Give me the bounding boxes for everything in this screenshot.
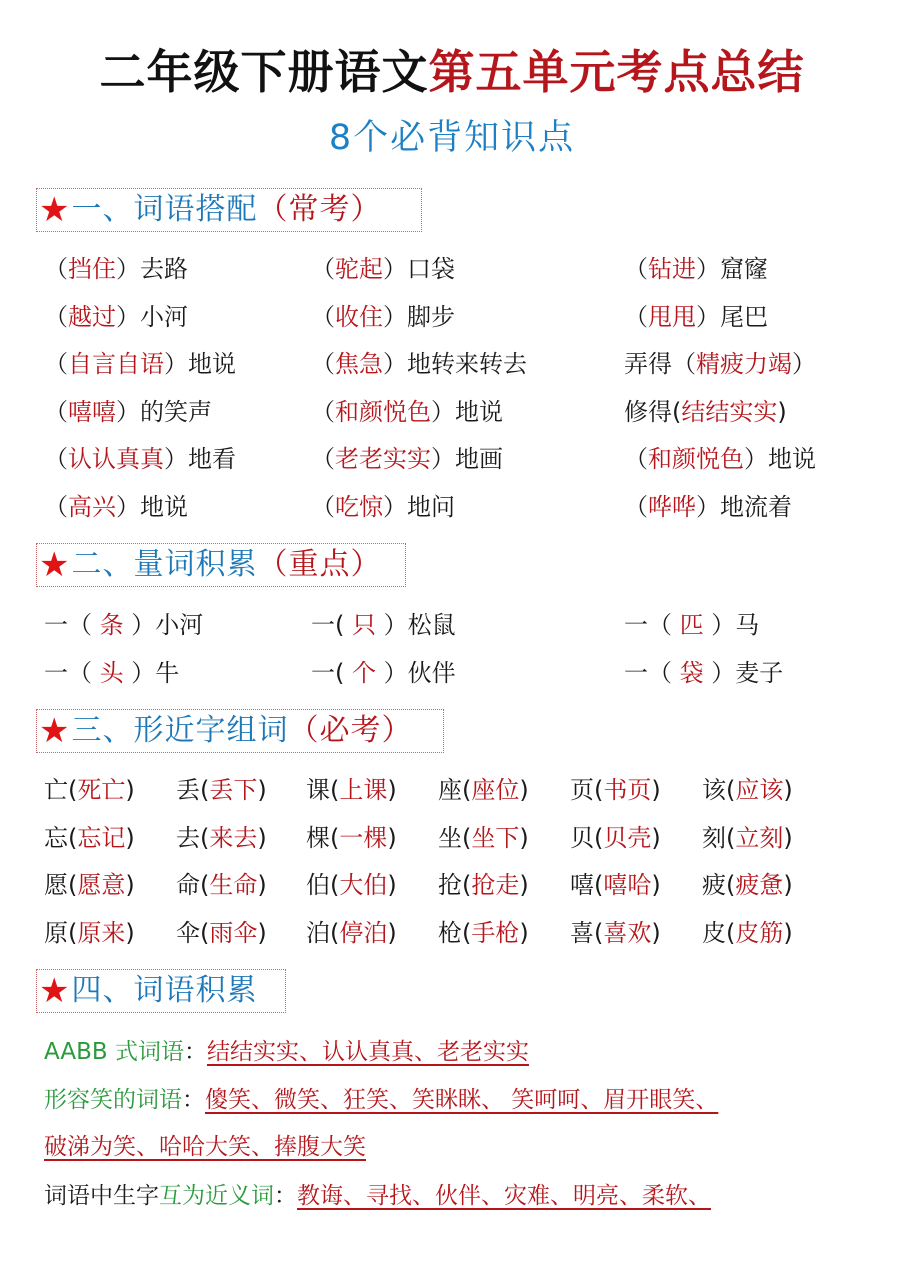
compound-word: 疲惫 (735, 871, 784, 900)
base-char: 命 (176, 871, 200, 900)
similar-item (176, 910, 306, 958)
close-paren: ) (257, 918, 267, 947)
item-suffix: ）地流着 (696, 492, 792, 521)
item-answer: 袋 (679, 658, 704, 687)
item-suffix: ）窟窿 (696, 255, 768, 283)
open-paren: ( (462, 823, 472, 852)
compound-word: 手枪 (471, 918, 520, 947)
similar-item (570, 815, 702, 863)
close-paren: ) (519, 823, 529, 852)
similar-item (438, 767, 570, 815)
item-prefix: 一（ (44, 611, 100, 639)
open-paren: ( (68, 776, 78, 804)
base-char: 忘 (44, 823, 68, 852)
item-answer: 个 (352, 658, 376, 687)
item-suffix: ）尾巴 (696, 302, 768, 331)
compound-word: 坐下 (471, 823, 520, 852)
base-char: 嘻 (570, 871, 594, 900)
item-suffix: ） (792, 350, 816, 379)
item-suffix: ）地说 (116, 492, 188, 521)
close-paren: ) (125, 776, 135, 804)
base-char: 抢 (438, 871, 462, 900)
measure-item (311, 602, 624, 650)
measure-word-grid (44, 602, 884, 697)
item-suffix: ）口袋 (383, 255, 455, 283)
item-prefix: （ (44, 492, 68, 521)
aabb-label: AABB 式词语 (44, 1039, 184, 1065)
base-char: 去 (176, 823, 200, 852)
synonym-words: 教诲、寻找、伙伴、灾难、明亮、柔软、 (297, 1183, 711, 1209)
compound-word: 停泊 (339, 918, 388, 947)
compound-word: 嘻哈 (603, 871, 652, 900)
compound-word: 大伯 (339, 871, 388, 900)
item-prefix: （ (44, 302, 68, 331)
collocation-item (311, 389, 624, 437)
similar-item (176, 815, 306, 863)
collocation-row (44, 341, 884, 389)
section-title: 一、词语搭配 (71, 192, 258, 227)
collocation-item (624, 436, 884, 484)
open-paren: ( (200, 918, 210, 947)
compound-word: 丢下 (209, 776, 258, 804)
open-paren: ( (726, 918, 736, 947)
item-answer: 吃惊 (335, 492, 383, 521)
base-char: 页 (570, 776, 594, 804)
laugh-label: 形容笑的词语 (44, 1087, 182, 1113)
colon: ： (183, 1039, 207, 1065)
similar-item (702, 767, 834, 815)
laugh-line-1 (44, 1080, 718, 1120)
collocation-item (624, 294, 884, 342)
item-prefix: （ (44, 445, 68, 474)
open-paren: ( (594, 918, 604, 947)
close-paren: ) (125, 871, 135, 900)
title-part-2: 第五单元考点总结 (428, 45, 805, 99)
star-icon: ★ (39, 711, 70, 751)
item-answer: 挡住 (68, 255, 116, 283)
open-paren: ( (200, 823, 210, 852)
measure-row (44, 650, 884, 698)
collocation-item (311, 246, 624, 294)
item-suffix: ）地画 (431, 445, 503, 474)
item-suffix: ）麦子 (703, 658, 784, 687)
item-answer: 驼起 (335, 255, 383, 283)
similar-item (176, 862, 306, 910)
compound-word: 原来 (77, 918, 126, 947)
measure-item (311, 650, 624, 698)
close-paren: ) (125, 823, 135, 852)
base-char: 亡 (44, 776, 68, 804)
compound-word: 上课 (339, 776, 388, 804)
item-answer: 认认真真 (68, 445, 164, 474)
close-paren: ) (783, 918, 793, 947)
measure-item (624, 602, 884, 650)
compound-word: 愿意 (77, 871, 126, 900)
open-paren: ( (462, 918, 472, 947)
item-prefix: 一( (311, 611, 352, 639)
laugh-words-2: 破涕为笑、哈哈大笑、捧腹大笑 (44, 1134, 366, 1160)
item-answer: 高兴 (68, 492, 116, 521)
collocation-row (44, 246, 884, 294)
item-answer: 哗哗 (648, 492, 696, 521)
compound-word: 抢走 (471, 871, 520, 900)
base-char: 枪 (438, 918, 462, 947)
base-char: 贝 (570, 823, 594, 852)
collocation-item (624, 389, 884, 437)
open-paren: ( (68, 918, 78, 947)
similar-item (176, 767, 306, 815)
section-header-4 (36, 969, 286, 1013)
section-note: （重点） (257, 547, 382, 582)
item-answer: 只 (352, 611, 376, 639)
close-paren: ) (387, 823, 397, 852)
collocation-item (311, 436, 624, 484)
open-paren: ( (594, 823, 604, 852)
item-answer: 甩甩 (648, 302, 696, 331)
item-answer: 头 (99, 658, 124, 687)
base-char: 该 (702, 776, 726, 804)
section-header-2 (36, 543, 406, 587)
similar-item (570, 767, 702, 815)
collocation-row (44, 436, 884, 484)
similar-item (570, 910, 702, 958)
compound-word: 皮筋 (735, 918, 784, 947)
close-paren: ) (783, 776, 793, 804)
base-char: 喜 (570, 918, 594, 947)
measure-item (44, 602, 311, 650)
close-paren: ) (519, 871, 529, 900)
open-paren: ( (330, 823, 340, 852)
open-paren: ( (462, 776, 472, 804)
collocation-item (311, 341, 624, 389)
collocation-row (44, 294, 884, 342)
item-answer: 焦急 (335, 350, 383, 379)
collocation-item (311, 294, 624, 342)
star-icon: ★ (39, 545, 70, 585)
item-prefix: 一( (311, 658, 352, 687)
compound-word: 来去 (209, 823, 258, 852)
base-char: 棵 (306, 823, 330, 852)
item-prefix: （ (311, 397, 335, 426)
item-prefix: 一（ (624, 658, 680, 687)
collocation-item (44, 341, 311, 389)
page-subtitle: 8个必背知识点 (328, 118, 576, 158)
collocation-item (624, 484, 884, 532)
compound-word: 座位 (471, 776, 520, 804)
collocation-item (311, 484, 624, 532)
collocation-item (624, 341, 884, 389)
compound-word: 喜欢 (603, 918, 652, 947)
star-icon: ★ (39, 971, 70, 1011)
compound-word: 书页 (603, 776, 652, 804)
collocation-item (44, 246, 311, 294)
laugh-line-2 (44, 1127, 366, 1167)
close-paren: ) (257, 776, 267, 804)
item-answer: 越过 (68, 302, 116, 331)
item-answer: 老老实实 (335, 445, 431, 474)
similar-item (44, 767, 176, 815)
item-prefix: （ (311, 350, 335, 379)
open-paren: ( (726, 823, 736, 852)
similar-row (44, 910, 834, 958)
open-paren: ( (68, 823, 78, 852)
item-prefix: （ (624, 492, 648, 521)
close-paren: ) (651, 823, 661, 852)
section-header-3 (36, 709, 444, 753)
close-paren: ) (519, 918, 529, 947)
page-title (0, 42, 904, 102)
base-char: 疲 (702, 871, 726, 900)
similar-item (702, 815, 834, 863)
base-char: 泊 (306, 918, 330, 947)
base-char: 刻 (702, 823, 726, 852)
base-char: 课 (306, 776, 330, 804)
collocation-row (44, 484, 884, 532)
item-answer: 和颜悦色 (335, 397, 431, 426)
collocation-item (624, 246, 884, 294)
base-char: 愿 (44, 871, 68, 900)
item-answer: 钻进 (648, 255, 696, 283)
open-paren: ( (200, 776, 210, 804)
item-prefix: 弄得（ (624, 350, 696, 379)
collocation-grid (44, 246, 884, 532)
close-paren: ) (519, 776, 529, 804)
close-paren: ) (387, 918, 397, 947)
compound-word: 雨伞 (209, 918, 258, 947)
item-suffix: ）地问 (383, 492, 455, 521)
colon: ： (182, 1087, 205, 1113)
section-title: 二、量词积累 (71, 547, 258, 582)
colon: ： (274, 1183, 297, 1209)
synonym-label-green: 互为近义词 (159, 1183, 274, 1209)
similar-item (44, 815, 176, 863)
item-prefix: （ (624, 445, 648, 474)
similar-item (306, 862, 438, 910)
compound-word: 贝壳 (603, 823, 652, 852)
item-prefix: （ (624, 255, 648, 283)
section-note: （常考） (257, 192, 382, 227)
measure-row (44, 602, 884, 650)
item-answer: 精疲力竭 (696, 350, 792, 379)
similar-item (438, 815, 570, 863)
item-prefix: 修得( (624, 397, 682, 426)
open-paren: ( (462, 871, 472, 900)
similar-item (306, 815, 438, 863)
item-suffix: ）脚步 (383, 302, 455, 331)
item-prefix: （ (311, 445, 335, 474)
similar-item (702, 910, 834, 958)
aabb-line (44, 1032, 529, 1072)
similar-item (44, 910, 176, 958)
item-prefix: 一（ (44, 658, 100, 687)
aabb-words: 结结实实、认认真真、老老实实 (206, 1039, 529, 1065)
section-title: 三、形近字组词 (71, 713, 289, 748)
item-suffix: ）地转来转去 (383, 350, 527, 379)
item-prefix: 一（ (624, 611, 680, 639)
item-suffix: ）马 (703, 611, 760, 639)
collocation-item (44, 436, 311, 484)
compound-word: 生命 (209, 871, 258, 900)
close-paren: ) (783, 823, 793, 852)
open-paren: ( (330, 776, 340, 804)
open-paren: ( (594, 871, 604, 900)
close-paren: ) (257, 871, 267, 900)
similar-row (44, 815, 834, 863)
base-char: 伯 (306, 871, 330, 900)
similar-item (438, 910, 570, 958)
similar-row (44, 767, 834, 815)
collocation-item (44, 389, 311, 437)
title-part-1: 二年级下册语文 (99, 45, 429, 99)
item-suffix: ）松鼠 (376, 611, 456, 639)
close-paren: ) (387, 871, 397, 900)
open-paren: ( (330, 871, 340, 900)
close-paren: ) (651, 871, 661, 900)
measure-item (624, 650, 884, 698)
item-prefix: （ (311, 255, 335, 283)
compound-word: 死亡 (77, 776, 126, 804)
item-prefix: （ (311, 492, 335, 521)
item-prefix: （ (44, 255, 68, 283)
similar-item (570, 862, 702, 910)
compound-word: 应该 (735, 776, 784, 804)
similar-item (702, 862, 834, 910)
base-char: 丢 (176, 776, 200, 804)
base-char: 原 (44, 918, 68, 947)
section-header-1 (36, 188, 422, 232)
item-suffix: ）地说 (164, 350, 236, 379)
item-suffix: ）小河 (123, 611, 204, 639)
similar-item (306, 767, 438, 815)
item-answer: 结结实实 (681, 397, 778, 426)
open-paren: ( (200, 871, 210, 900)
close-paren: ) (257, 823, 267, 852)
close-paren: ) (125, 918, 135, 947)
collocation-row (44, 389, 884, 437)
compound-word: 忘记 (77, 823, 126, 852)
item-suffix: ）牛 (123, 658, 180, 687)
close-paren: ) (387, 776, 397, 804)
item-answer: 和颜悦色 (648, 445, 744, 474)
measure-item (44, 650, 311, 698)
compound-word: 立刻 (735, 823, 784, 852)
open-paren: ( (594, 776, 604, 804)
similar-item (306, 910, 438, 958)
open-paren: ( (68, 871, 78, 900)
item-suffix: ）的笑声 (116, 397, 212, 426)
item-suffix: ）伙伴 (376, 658, 456, 687)
item-suffix: ）地说 (744, 445, 816, 474)
compound-word: 一棵 (339, 823, 388, 852)
open-paren: ( (726, 871, 736, 900)
item-answer: 嘻嘻 (68, 397, 116, 426)
base-char: 座 (438, 776, 462, 804)
similar-item (438, 862, 570, 910)
close-paren: ) (651, 776, 661, 804)
synonym-label-black: 词语中生字 (44, 1183, 159, 1209)
item-answer: 条 (99, 611, 124, 639)
similar-char-grid (44, 767, 834, 957)
item-suffix: ）小河 (116, 302, 188, 331)
similar-item (44, 862, 176, 910)
section-note: （必考） (288, 713, 413, 748)
item-suffix: ) (777, 397, 787, 426)
base-char: 伞 (176, 918, 200, 947)
star-icon: ★ (39, 190, 70, 230)
close-paren: ) (783, 871, 793, 900)
open-paren: ( (726, 776, 736, 804)
base-char: 皮 (702, 918, 726, 947)
section-title: 四、词语积累 (71, 973, 258, 1008)
item-suffix: ）去路 (116, 255, 188, 283)
item-prefix: （ (624, 302, 648, 331)
item-answer: 收住 (335, 302, 383, 331)
item-suffix: ）地看 (164, 445, 236, 474)
item-answer: 匹 (679, 611, 704, 639)
item-prefix: （ (311, 302, 335, 331)
base-char: 坐 (438, 823, 462, 852)
item-answer: 自言自语 (68, 350, 164, 379)
laugh-words-1: 傻笑、微笑、狂笑、笑眯眯、 笑呵呵、眉开眼笑、 (205, 1087, 719, 1113)
item-prefix: （ (44, 397, 68, 426)
synonym-line (44, 1176, 711, 1216)
collocation-item (44, 294, 311, 342)
similar-row (44, 862, 834, 910)
collocation-item (44, 484, 311, 532)
open-paren: ( (330, 918, 340, 947)
item-suffix: ）地说 (431, 397, 503, 426)
close-paren: ) (651, 918, 661, 947)
item-prefix: （ (44, 350, 68, 379)
